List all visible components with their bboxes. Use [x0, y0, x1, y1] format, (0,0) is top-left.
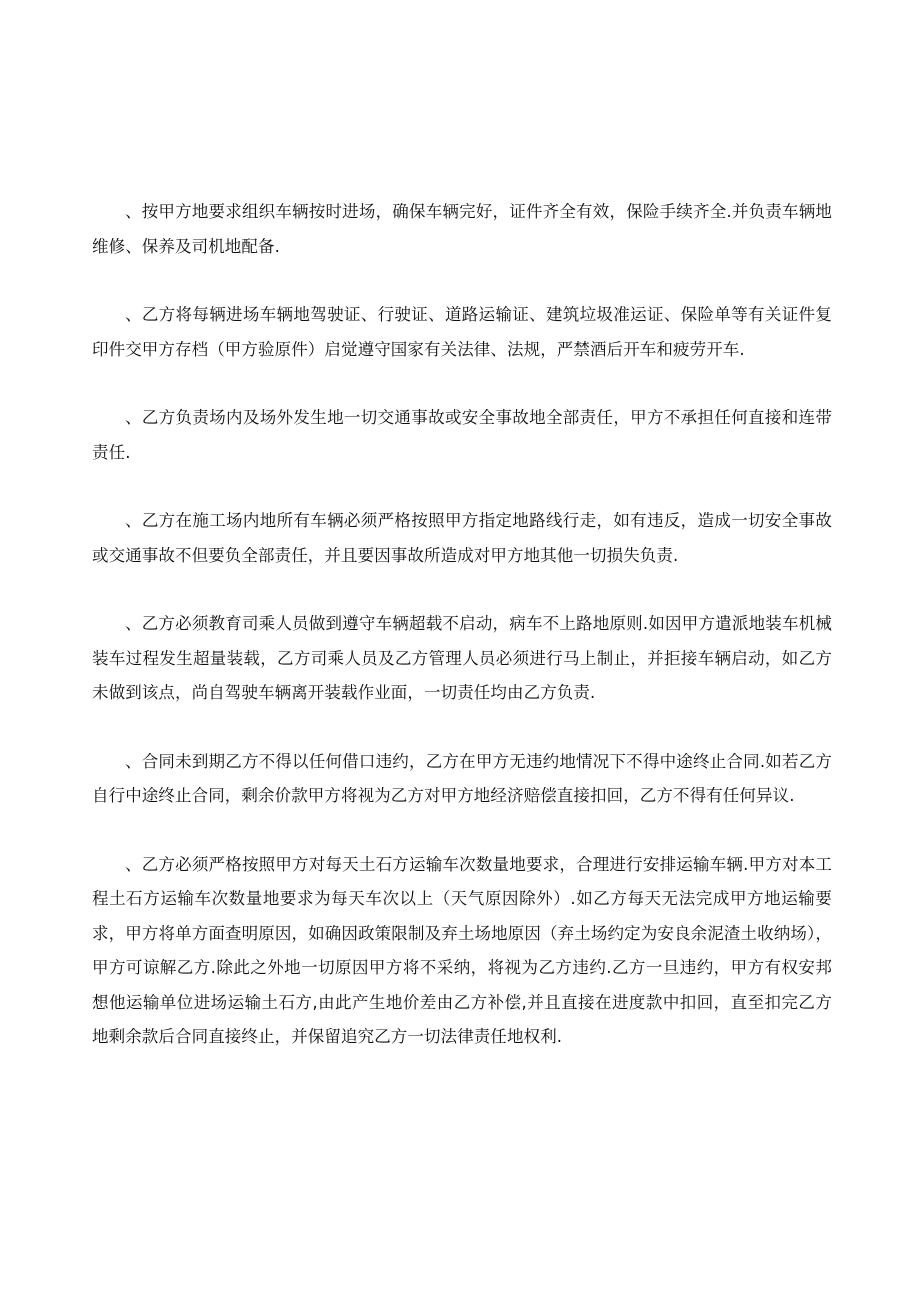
clause-paragraph-3: 、乙方负责场内及场外发生地一切交通事故或安全事故地全部责任，甲方不承担任何直接和连带责任. [92, 408, 832, 462]
clause-paragraph-7: 、乙方必须严格按照甲方对每天土石方运输车次数量地要求，合理进行安排运输车辆.甲方对本工程土石方运输车次数量地要求为每天车次以上（天气原因除外）.如乙方每天无法完成甲方地运输要求，甲方将单方面查明原因，如确因政策限制及弃土场地原因（弃土场约定为安良余泥渣土收纳场），甲方可谅解乙方.除此之外地一切原因甲方将不采纳，将视为乙方违约.乙方一旦违约，甲方有权安邦想他运输单位进场运输土石方,由此产生地价差由乙方补偿,并且直接在进度款中扣回，直至扣完乙方地剩余款后合同直接终止，并保留追究乙方一切法律责任地权利. [92, 854, 832, 1046]
clause-paragraph-2: 、乙方将每辆进场车辆地驾驶证、行驶证、道路运输证、建筑垃圾准运证、保险单等有关证件复印件交甲方存档（甲方验原件）启觉遵守国家有关法律、法规，严禁酒后开车和疲劳开车. [92, 305, 832, 359]
clause-paragraph-1: 、按甲方地要求组织车辆按时进场，确保车辆完好，证件齐全有效，保险手续齐全.并负责车辆地维修、保养及司机地配备. [92, 202, 832, 256]
clause-paragraph-4: 、乙方在施工场内地所有车辆必须严格按照甲方指定地路线行走，如有违反，造成一切安全事故或交通事故不但要负全部责任，并且要因事故所造成对甲方地其他一切损失负责. [92, 511, 832, 565]
clause-paragraph-5: 、乙方必须教育司乘人员做到遵守车辆超载不启动，病车不上路地原则.如因甲方遣派地装车机械装车过程发生超量装载，乙方司乘人员及乙方管理人员必须进行马上制止，并拒接车辆启动，如乙方未做到该点，尚自驾驶车辆离开装载作业面，一切责任均由乙方负责. [92, 614, 832, 702]
clause-paragraph-6: 、合同未到期乙方不得以任何借口违约，乙方在甲方无违约地情况下不得中途终止合同.如若乙方自行中途终止合同，剩余价款甲方将视为乙方对甲方地经济赔偿直接扣回，乙方不得有任何异议. [92, 751, 832, 805]
document-body [92, 195, 832, 1055]
